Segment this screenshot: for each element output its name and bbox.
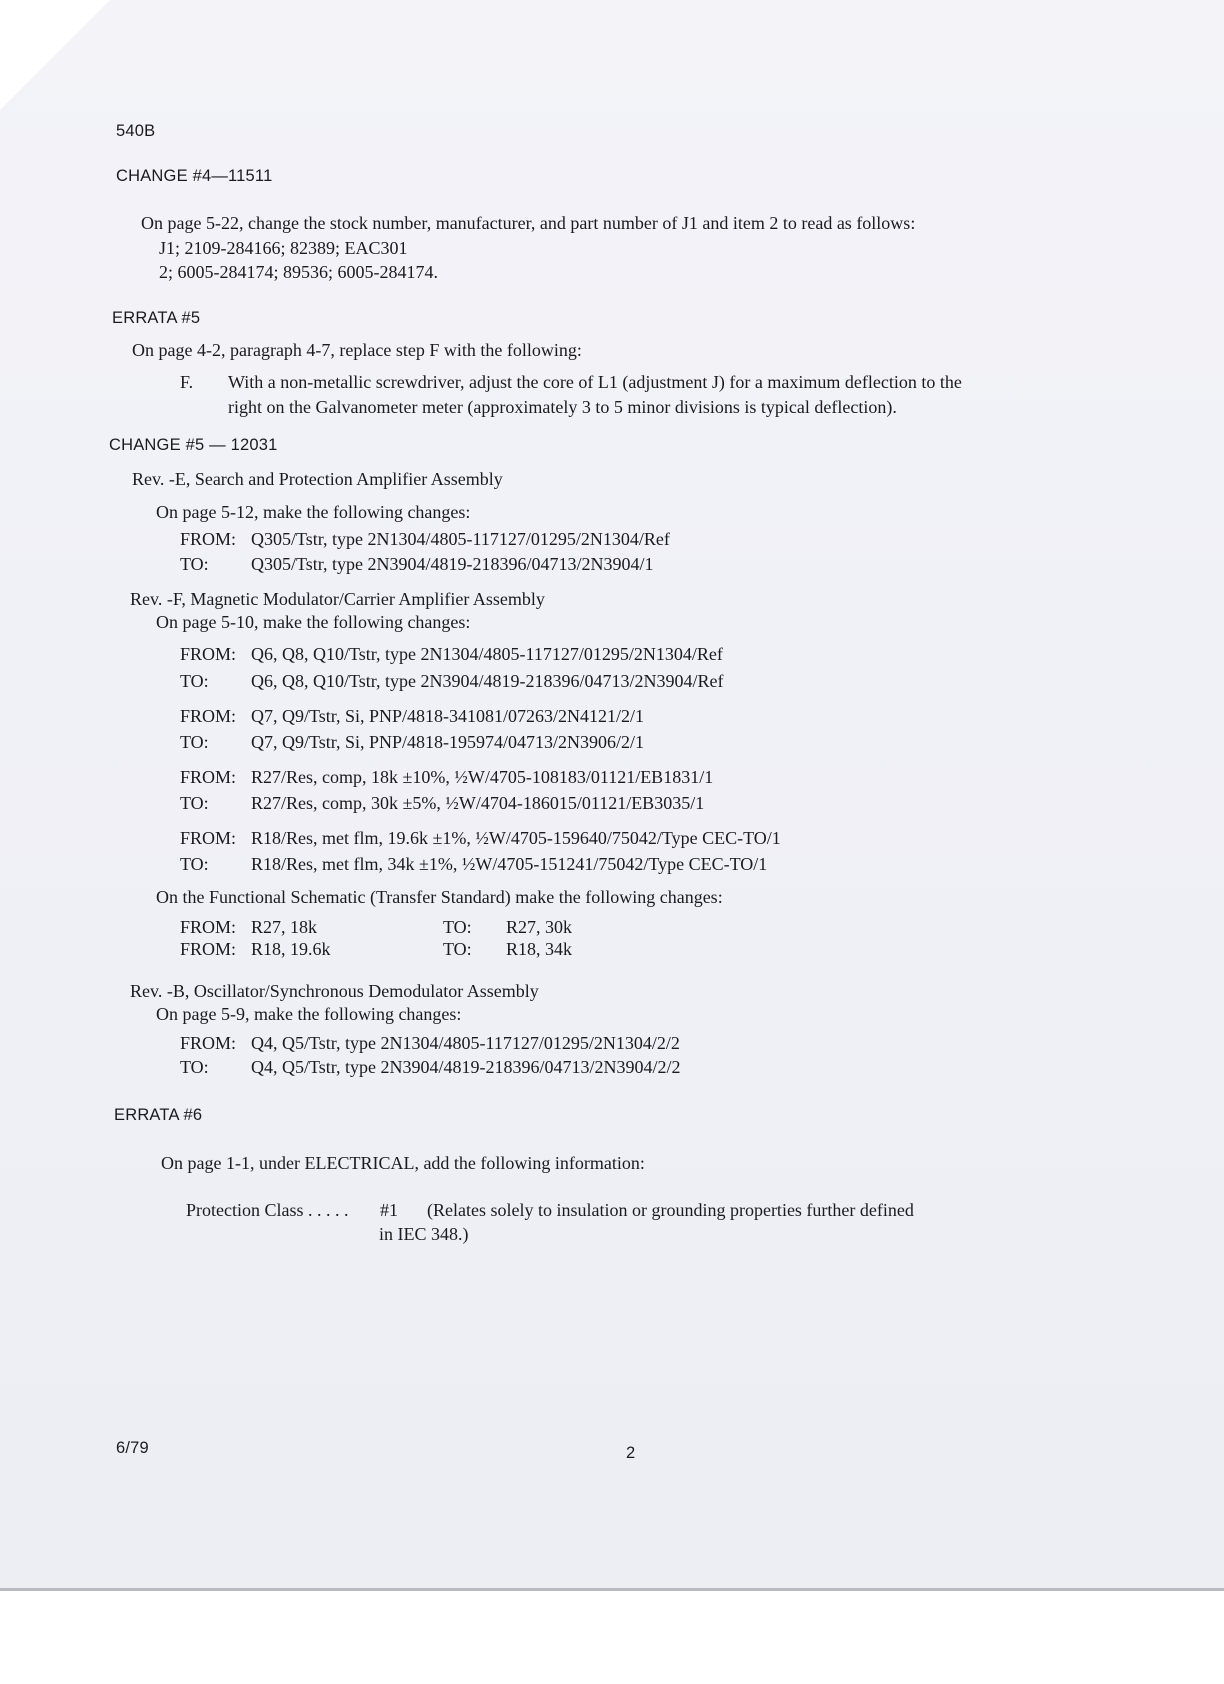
- schematic-instruction: On the Functional Schematic (Transfer Standard) make the following changes:: [156, 887, 723, 907]
- to-label: TO:: [180, 793, 209, 813]
- rev-f-to-text: R18/Res, met flm, 34k ±1%, ½W/4705-151241/75042/Type CEC-TO/1: [251, 854, 768, 874]
- to-label: TO:: [180, 854, 209, 874]
- from-label: FROM:: [180, 529, 237, 549]
- to-label: TO:: [180, 732, 209, 752]
- rev-b-instruction: On page 5-9, make the following changes:: [156, 1004, 462, 1024]
- protection-class-desc-cont: in IEC 348.): [379, 1224, 469, 1244]
- errata5-step-letter: F.: [180, 372, 194, 392]
- to-label: TO:: [180, 1057, 209, 1077]
- from-label: FROM:: [180, 939, 237, 959]
- from-label: FROM:: [180, 1033, 237, 1053]
- protection-class-label: Protection Class . . . . .: [186, 1200, 349, 1220]
- from-label: FROM:: [180, 767, 237, 787]
- rev-f-to-text: Q7, Q9/Tstr, Si, PNP/4818-195974/04713/2N3906/2/1: [251, 732, 645, 752]
- errata5-step-line1: With a non-metallic screwdriver, adjust the core of L1 (adjustment J) for a maximum deflection to the: [228, 372, 962, 392]
- scanner-background: [0, 1591, 1224, 1684]
- rev-e-to-text: Q305/Tstr, type 2N3904/4819-218396/04713/2N3904/1: [251, 554, 654, 574]
- from-label: FROM:: [180, 917, 237, 937]
- change4-line2: 2; 6005-284174; 89536; 6005-284174.: [159, 262, 438, 282]
- errata6-heading: ERRATA #6: [114, 1106, 203, 1124]
- to-label: TO:: [443, 939, 472, 959]
- rev-f-from-text: Q7, Q9/Tstr, Si, PNP/4818-341081/07263/2N4121/2/1: [251, 706, 645, 726]
- rev-f-title: Rev. -F, Magnetic Modulator/Carrier Amplifier Assembly: [130, 589, 545, 609]
- rev-e-title: Rev. -E, Search and Protection Amplifier Assembly: [132, 469, 503, 489]
- schematic-to-text: R18, 34k: [506, 939, 573, 959]
- to-label: TO:: [180, 554, 209, 574]
- rev-e-instruction: On page 5-12, make the following changes:: [156, 502, 471, 522]
- rev-e-from-text: Q305/Tstr, type 2N1304/4805-117127/01295/2N1304/Ref: [251, 529, 670, 549]
- model-number: 540B: [116, 122, 156, 140]
- schematic-from-text: R18, 19.6k: [251, 939, 331, 959]
- protection-class-desc: (Relates solely to insulation or grounding properties further defined: [427, 1200, 914, 1220]
- page-number: 2: [626, 1444, 636, 1462]
- protection-class-value: #1: [380, 1200, 398, 1220]
- errata5-step-line2: right on the Galvanometer meter (approximately 3 to 5 minor divisions is typical deflection).: [228, 397, 897, 417]
- change4-line1: J1; 2109-284166; 82389; EAC301: [159, 238, 408, 258]
- rev-b-title: Rev. -B, Oscillator/Synchronous Demodulator Assembly: [130, 981, 539, 1001]
- rev-f-from-text: R27/Res, comp, 18k ±10%, ½W/4705-108183/01121/EB1831/1: [251, 767, 714, 787]
- rev-f-from-text: R18/Res, met flm, 19.6k ±1%, ½W/4705-159640/75042/Type CEC-TO/1: [251, 828, 781, 848]
- to-label: TO:: [180, 671, 209, 691]
- change5-heading: CHANGE #5 — 12031: [109, 436, 278, 454]
- change4-intro: On page 5-22, change the stock number, manufacturer, and part number of J1 and item 2 to read as follows:: [141, 213, 916, 233]
- rev-f-instruction: On page 5-10, make the following changes:: [156, 612, 471, 632]
- rev-f-to-text: Q6, Q8, Q10/Tstr, type 2N3904/4819-218396/04713/2N3904/Ref: [251, 671, 724, 691]
- rev-b-to-text: Q4, Q5/Tstr, type 2N3904/4819-218396/04713/2N3904/2/2: [251, 1057, 681, 1077]
- folded-corner: [0, 0, 110, 110]
- errata5-intro: On page 4-2, paragraph 4-7, replace step F with the following:: [132, 340, 582, 360]
- rev-f-from-text: Q6, Q8, Q10/Tstr, type 2N1304/4805-117127/01295/2N1304/Ref: [251, 644, 723, 664]
- from-label: FROM:: [180, 706, 237, 726]
- footer-date: 6/79: [116, 1439, 149, 1457]
- errata6-intro: On page 1-1, under ELECTRICAL, add the following information:: [161, 1153, 645, 1173]
- schematic-from-text: R27, 18k: [251, 917, 318, 937]
- from-label: FROM:: [180, 644, 237, 664]
- schematic-to-text: R27, 30k: [506, 917, 573, 937]
- rev-b-from-text: Q4, Q5/Tstr, type 2N1304/4805-117127/01295/2N1304/2/2: [251, 1033, 680, 1053]
- rev-f-to-text: R27/Res, comp, 30k ±5%, ½W/4704-186015/01121/EB3035/1: [251, 793, 705, 813]
- errata5-heading: ERRATA #5: [112, 309, 201, 327]
- from-label: FROM:: [180, 828, 237, 848]
- to-label: TO:: [443, 917, 472, 937]
- change4-heading: CHANGE #4—11511: [116, 167, 273, 185]
